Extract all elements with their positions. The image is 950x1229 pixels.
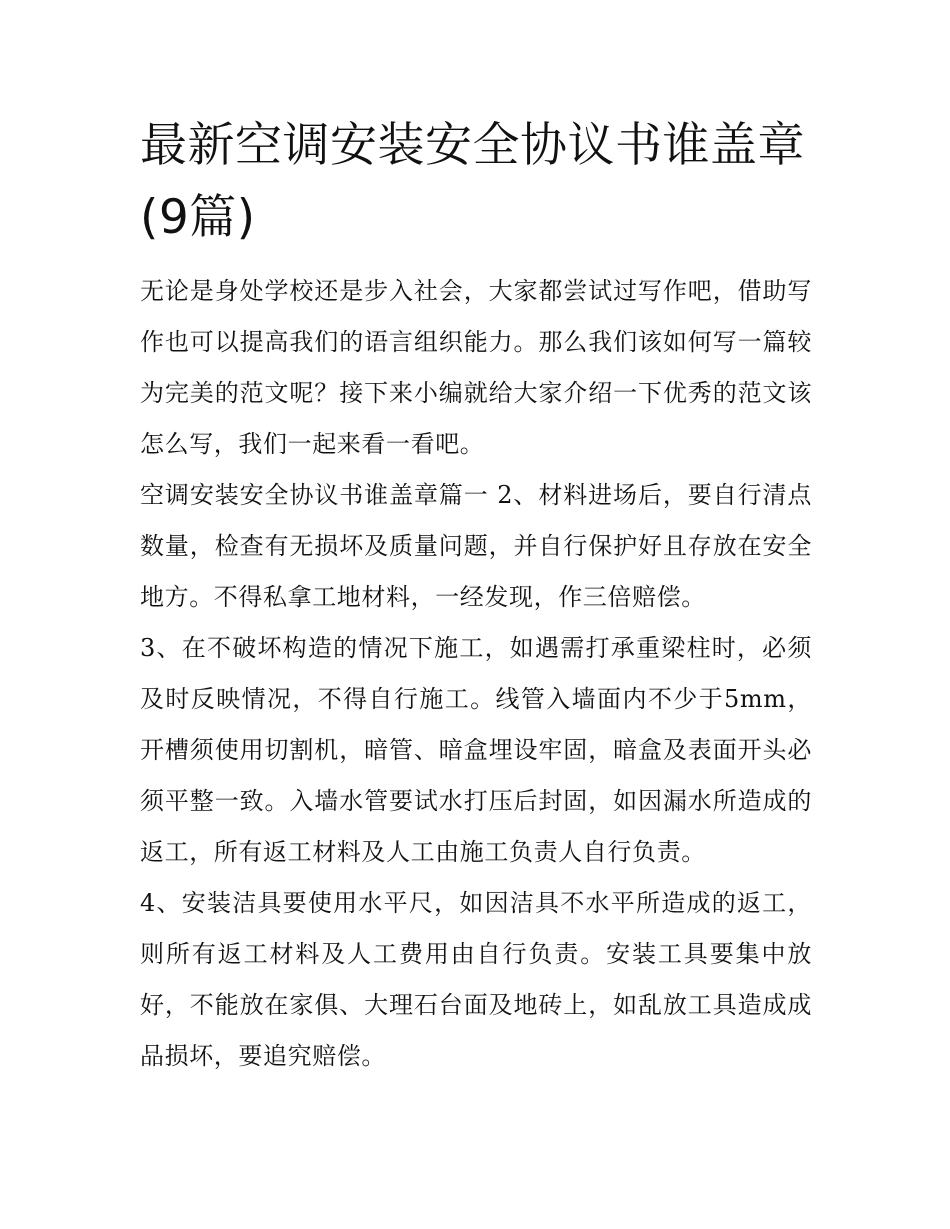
paragraph-item-3: 3、在不破坏构造的情况下施工，如遇需打承重梁柱时，必须及时反映情况，不得自行施工。线管入墙面内不少于5mm，开槽须使用切割机，暗管、暗盒埋设牢固，暗盒及表面开头必须平整一致。入墙水管要试水打压后封固，如因漏水所造成的返工，所有返工材料及人工由施工负责人自行负责。 [140, 634, 812, 866]
paragraph-item-4: 4、安装洁具要使用水平尺，如因洁具不水平所造成的返工，则所有返工材料及人工费用由自行负责。安装工具要集中放好，不能放在家俱、大理石台面及地砖上，如乱放工具造成成品损坏，要追究赔偿。 [140, 889, 812, 1070]
document-body [140, 110, 812, 1082]
paragraph-section-1: 空调安装安全协议书谁盖章篇一 2、材料进场后，要自行清点数量，检查有无损坏及质量问题，并自行保护好且存放在安全地方。不得私拿工地材料，一经发现，作三倍赔偿。 [140, 481, 812, 611]
document-title: 最新空调安装安全协议书谁盖章(9篇) [140, 118, 805, 245]
paragraph-intro: 无论是身处学校还是步入社会，大家都尝试过写作吧，借助写作也可以提高我们的语言组织能力。那么我们该如何写一篇较为完美的范文呢？接下来小编就给大家介绍一下优秀的范文该怎么写，我们一起来看一看吧。 [140, 277, 812, 458]
